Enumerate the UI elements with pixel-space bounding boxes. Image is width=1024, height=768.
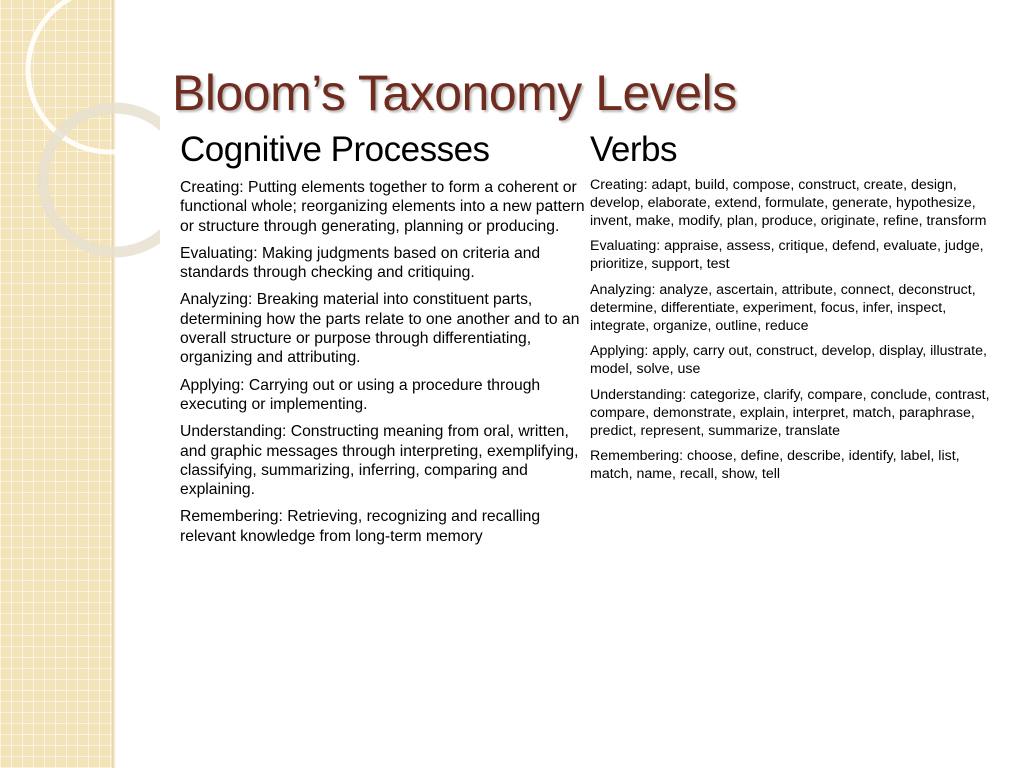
verbs-item-evaluating: Evaluating: appraise, assess, critique, defend, evaluate, judge, prioritize, support, test — [590, 238, 984, 273]
process-item-understanding: Understanding: Constructing meaning from oral, written, and graphic messages through interpreting, exemplifying, classifying, summarizing, inferring, comparing and explaining. — [180, 423, 579, 499]
column-heading-cognitive-processes: Cognitive Processes — [180, 130, 490, 169]
verbs-item-analyzing: Analyzing: analyze, ascertain, attribute, connect, deconstruct, determine, differentiate, experiment, focus, infer, inspect, integrate, organize, outline, reduce — [590, 281, 976, 334]
decorative-rings-graphic — [0, 0, 160, 260]
verbs-item-understanding: Understanding: categorize, clarify, compare, conclude, contrast, compare, demonstrate, explain, interpret, match, paraphrase, predict, represent, summarize, translate — [590, 386, 990, 439]
decorative-ring-large — [28, 0, 160, 152]
verbs-item-remembering: Remembering: choose, define, describe, identify, label, list, match, name, recall, show, tell — [590, 448, 960, 483]
column-heading-verbs: Verbs — [590, 130, 677, 169]
decorative-ring-small — [43, 108, 160, 252]
slide-title: Bloom’s Taxonomy Levels — [172, 65, 737, 121]
verbs-item-applying: Applying: apply, carry out, construct, develop, display, illustrate, model, solve, use — [590, 343, 987, 378]
cognitive-processes-column — [180, 128, 585, 554]
process-item-applying: Applying: Carrying out or using a procedure through executing or implementing. — [180, 376, 541, 413]
process-item-evaluating: Evaluating: Making judgments based on criteria and standards through checking and critiquing. — [180, 244, 541, 282]
process-item-creating: Creating: Putting elements together to form a coherent or functional whole; reorganizing elements into a new pattern or structure through generating, planning or producing. — [180, 179, 585, 235]
process-item-analyzing: Analyzing: Breaking material into constituent parts, determining how the parts relate to one another and to an overall structure or purpose through differentiating, organizing and attributing. — [180, 291, 580, 367]
process-item-remembering: Remembering: Retrieving, recognizing and recalling relevant knowledge from long-term memory — [180, 508, 541, 545]
verbs-column — [590, 128, 995, 492]
verbs-item-creating: Creating: adapt, build, compose, construct, create, design, develop, elaborate, extend, formulate, generate, hypothesize, invent, make, modify, plan, produce, originate, refine, transform — [590, 177, 987, 229]
